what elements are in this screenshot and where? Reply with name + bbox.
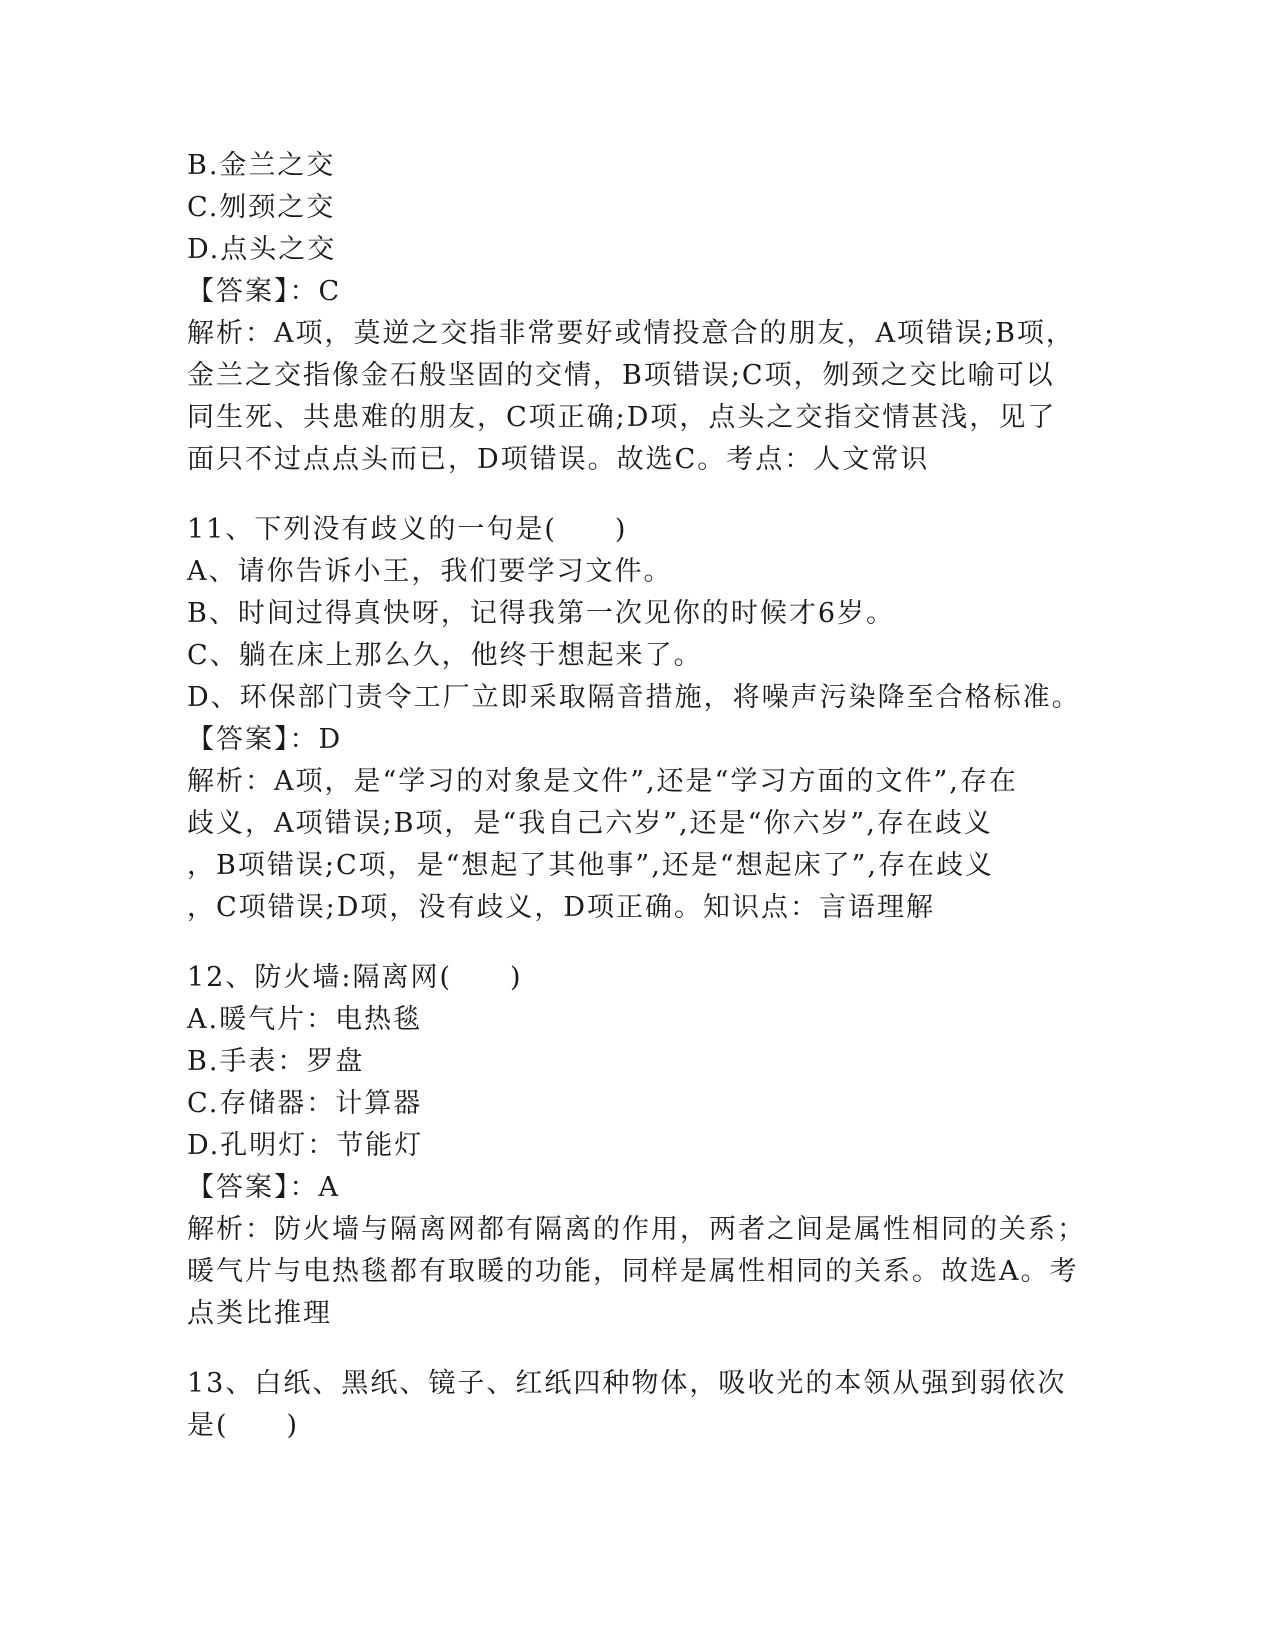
q10-analysis-line: 面只不过点点头而已，D项错误。故选C。考点：人文常识 <box>187 444 930 475</box>
q10-answer: 【答案】：C <box>187 276 342 307</box>
q12-analysis-line: 暖气片与电热毯都有取暖的功能，同样是属性相同的关系。故选A。考 <box>187 1256 1079 1287</box>
q10-option-b: B.金兰之交 <box>187 150 336 181</box>
q12-option-d: D.孔明灯：节能灯 <box>187 1130 424 1161</box>
q13-question-line: 13、白纸、黑纸、镜子、红纸四种物体，吸收光的本领从强到弱依次 <box>187 1368 1067 1399</box>
q12-option-c: C.存储器：计算器 <box>187 1088 423 1119</box>
q13-question-line: 是( ) <box>187 1410 300 1441</box>
q11-analysis-line: 解析：A项，是“学习的对象是文件”,还是“学习方面的文件”,存在 <box>187 766 1018 797</box>
q11-question: 11、下列没有歧义的一句是( ) <box>187 514 628 545</box>
q10-analysis-line: 同生死、共患难的朋友，C项正确;D项，点头之交指交情甚浅，见了 <box>187 402 1057 433</box>
q10-analysis-line: 解析：A项，莫逆之交指非常要好或情投意合的朋友，A项错误;B项， <box>187 318 1075 349</box>
q11-option-a: A、请你告诉小王，我们要学习文件。 <box>187 556 673 587</box>
q10-option-c: C.刎颈之交 <box>187 192 336 223</box>
q10-analysis-line: 金兰之交指像金石般坚固的交情，B项错误;C项，刎颈之交比喻可以 <box>187 360 1055 391</box>
q11-analysis-line: 歧义，A项错误;B项，是“我自己六岁”,还是“你六岁”,存在歧义 <box>187 808 993 839</box>
q11-answer: 【答案】：D <box>187 724 343 755</box>
q11-option-b: B、时间过得真快呀，记得我第一次见你的时候才6岁。 <box>187 598 896 629</box>
spacer <box>187 1335 1087 1363</box>
spacer <box>187 929 1087 957</box>
q11-analysis-line: ，B项错误;C项，是“想起了其他事”,还是“想起床了”,存在歧义 <box>187 850 994 881</box>
q12-answer: 【答案】：A <box>187 1172 340 1203</box>
q11-analysis-line: ，C项错误;D项，没有歧义，D项正确。知识点：言语理解 <box>187 892 936 923</box>
page-content <box>187 145 1087 1447</box>
q12-option-b: B.手表：罗盘 <box>187 1046 365 1077</box>
q12-analysis-line: 解析：防火墙与隔离网都有隔离的作用，两者之间是属性相同的关系； <box>187 1214 1086 1245</box>
q11-option-d: D、环保部门责令工厂立即采取隔音措施，将噪声污染降至合格标准。 <box>187 682 1081 713</box>
q11-option-c: C、躺在床上那么久，他终于想起来了。 <box>187 640 703 671</box>
q12-option-a: A.暖气片：电热毯 <box>187 1004 423 1035</box>
spacer <box>187 481 1087 509</box>
q12-question: 12、防火墙:隔离网( ) <box>187 962 523 993</box>
q10-option-d: D.点头之交 <box>187 234 337 265</box>
q12-analysis-line: 点类比推理 <box>187 1298 332 1329</box>
